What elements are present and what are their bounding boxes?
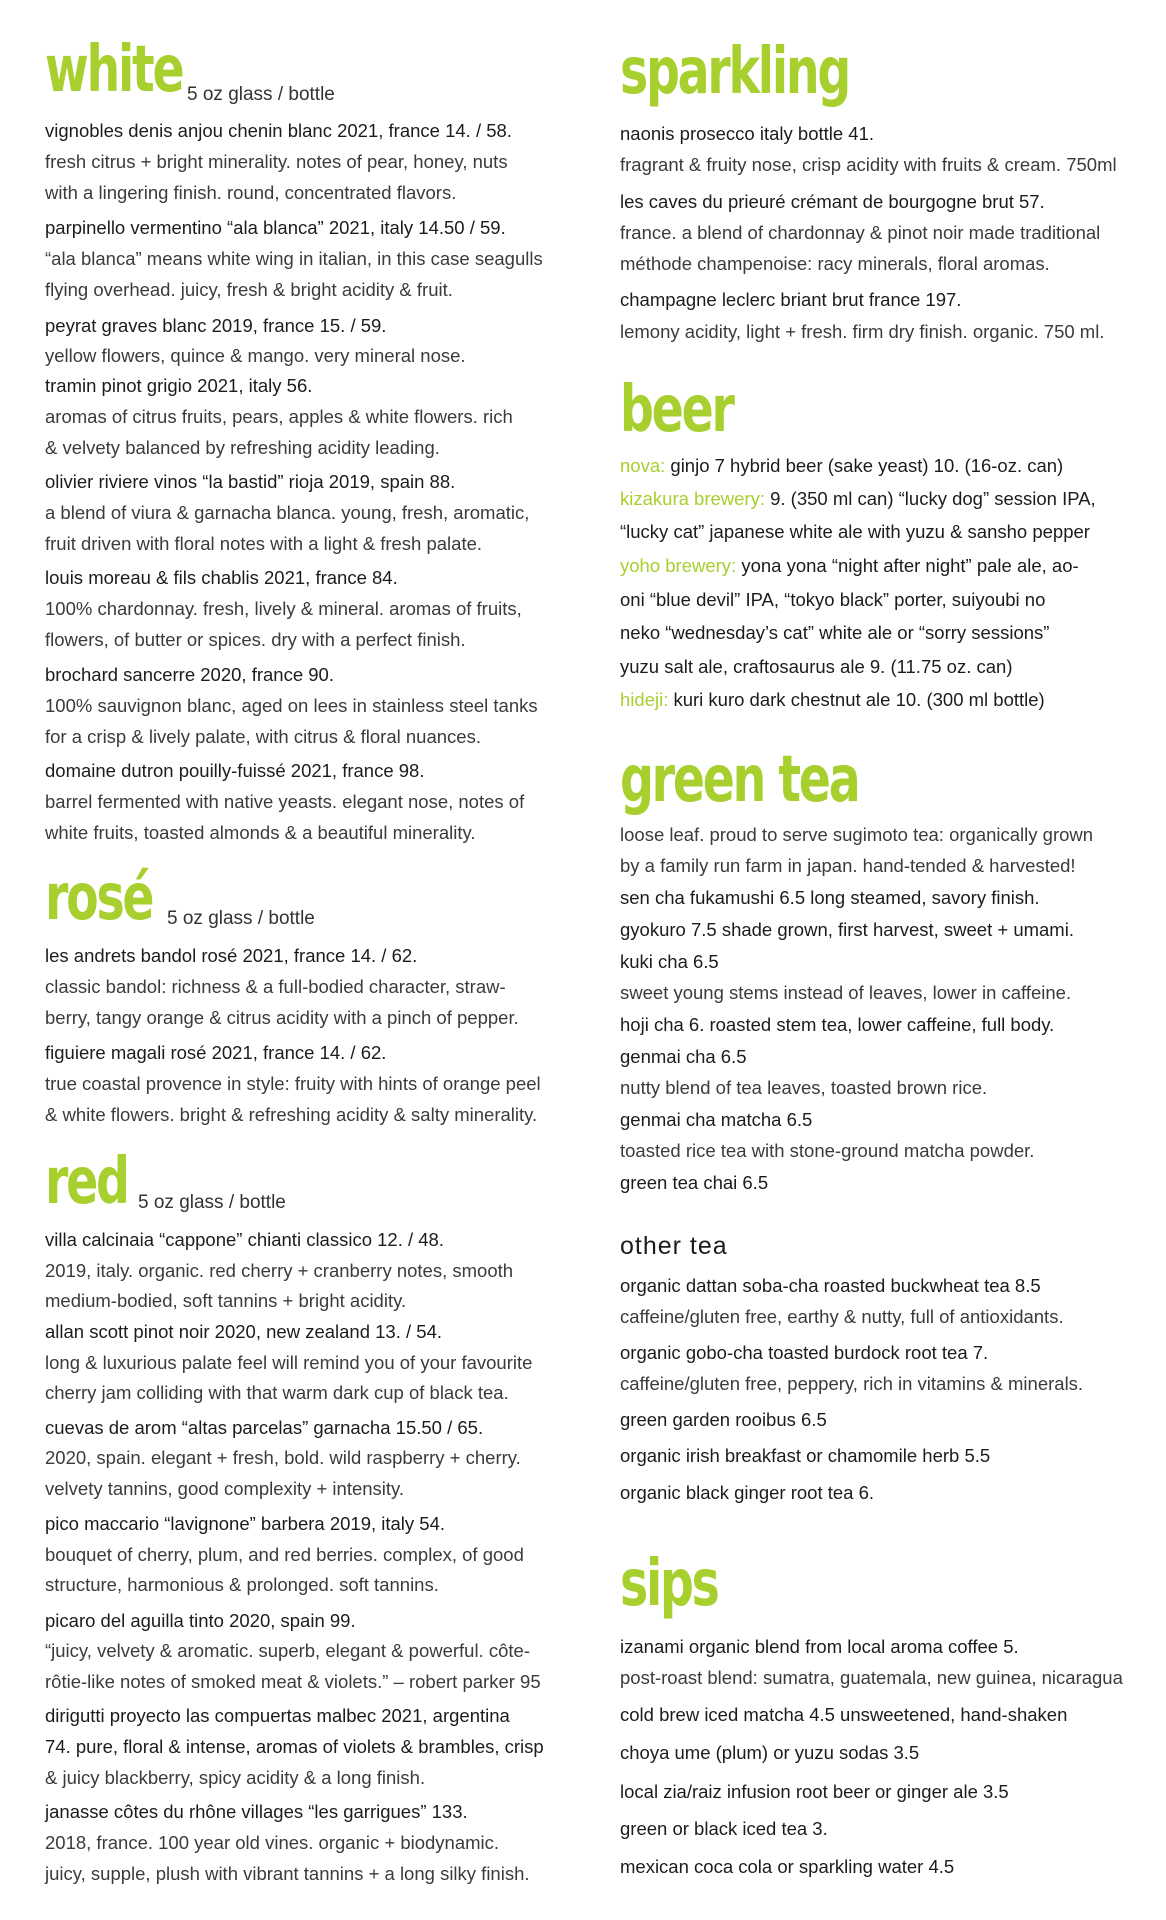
sip-line: local zia/raiz infusion root beer or ginger ale 3.5 — [620, 1781, 1009, 1802]
wine-line: olivier riviere vinos “la bastid” rioja 2019, spain 88. — [45, 471, 456, 492]
wine-description: rôtie-like notes of smoked meat & violets.” – robert parker 95 — [45, 1671, 541, 1692]
wine-line: les caves du prieuré crémant de bourgogne brut 57. — [620, 191, 1045, 212]
wine-description: bouquet of cherry, plum, and red berries. complex, of good — [45, 1544, 524, 1565]
section-title-other-tea: other tea — [620, 1232, 728, 1260]
wine-description: with a lingering finish. round, concentrated flavors. — [45, 182, 457, 203]
wine-description: fresh citrus + bright minerality. notes of pear, honey, nuts — [45, 151, 508, 172]
wine-line: cuevas de arom “altas parcelas” garnacha 15.50 / 65. — [45, 1417, 484, 1438]
tea-line: genmai cha 6.5 — [620, 1046, 747, 1067]
wine-description: structure, harmonious & prolonged. soft tannins. — [45, 1574, 439, 1595]
section-title-red: red — [45, 1145, 128, 1219]
wine-line: allan scott pinot noir 2020, new zealand 13. / 54. — [45, 1321, 442, 1342]
wine-description: classic bandol: richness & a full-bodied character, straw- — [45, 976, 506, 997]
wine-description: a blend of viura & garnacha blanca. young, fresh, aromatic, — [45, 502, 530, 523]
tea-line: kuki cha 6.5 — [620, 951, 719, 972]
wine-description: france. a blend of chardonnay & pinot noir made traditional — [620, 222, 1101, 243]
wine-description: 2018, france. 100 year old vines. organic + biodynamic. — [45, 1832, 500, 1853]
beer-line: “lucky cat” japanese white ale with yuzu & sansho pepper — [620, 521, 1090, 542]
beer-line: hideji: kuri kuro dark chestnut ale 10. (300 ml bottle) — [620, 689, 1045, 710]
wine-line: peyrat graves blanc 2019, france 15. / 59. — [45, 315, 387, 336]
wine-line: champagne leclerc briant brut france 197. — [620, 289, 962, 310]
section-title-sparkling: sparkling — [620, 35, 850, 109]
wine-description: & velvety balanced by refreshing acidity leading. — [45, 437, 440, 458]
tea-description: toasted rice tea with stone-ground matcha powder. — [620, 1140, 1035, 1161]
tea-line: gyokuro 7.5 shade grown, first harvest, sweet + umami. — [620, 919, 1074, 940]
sip-line: izanami organic blend from local aroma coffee 5. — [620, 1636, 1019, 1657]
wine-description: 100% chardonnay. fresh, lively & mineral. aromas of fruits, — [45, 598, 522, 619]
wine-description: 2020, spain. elegant + fresh, bold. wild raspberry + cherry. — [45, 1447, 521, 1468]
tea-line: organic gobo-cha toasted burdock root tea 7. — [620, 1342, 989, 1363]
wine-line: figuiere magali rosé 2021, france 14. / 62. — [45, 1042, 387, 1063]
wine-description: true coastal provence in style: fruity with hints of orange peel — [45, 1073, 541, 1094]
serving-size-rose: 5 oz glass / bottle — [167, 908, 315, 929]
tea-description: sweet young stems instead of leaves, lower in caffeine. — [620, 982, 1072, 1003]
wine-description: & white flowers. bright & refreshing acidity & salty minerality. — [45, 1104, 538, 1125]
wine-description: lemony acidity, light + fresh. firm dry finish. organic. 750 ml. — [620, 321, 1105, 342]
wine-description: “juicy, velvety & aromatic. superb, elegant & powerful. côte- — [45, 1640, 530, 1661]
wine-description: long & luxurious palate feel will remind you of your favourite — [45, 1352, 533, 1373]
tea-description: loose leaf. proud to serve sugimoto tea: organically grown — [620, 824, 1094, 845]
wine-description: aromas of citrus fruits, pears, apples & white flowers. rich — [45, 406, 513, 427]
section-title-sips: sips — [620, 1547, 718, 1621]
wine-line: les andrets bandol rosé 2021, france 14. / 62. — [45, 945, 418, 966]
tea-description: by a family run farm in japan. hand-tended & harvested! — [620, 855, 1076, 876]
wine-description: velvety tannins, good complexity + intensity. — [45, 1478, 405, 1499]
beer-line: kizakura brewery: 9. (350 ml can) “lucky dog” session IPA, — [620, 488, 1096, 509]
wine-line: brochard sancerre 2020, france 90. — [45, 664, 334, 685]
tea-line: genmai cha matcha 6.5 — [620, 1109, 813, 1130]
wine-description: 100% sauvignon blanc, aged on lees in stainless steel tanks — [45, 695, 538, 716]
sip-line: green or black iced tea 3. — [620, 1818, 828, 1839]
sip-line: cold brew iced matcha 4.5 unsweetened, hand-shaken — [620, 1704, 1068, 1725]
brewery-name: hideji: — [620, 689, 669, 710]
sip-description: post-roast blend: sumatra, guatemala, new guinea, nicaragua — [620, 1667, 1123, 1688]
wine-description: barrel fermented with native yeasts. elegant nose, notes of — [45, 791, 525, 812]
beer-line: yuzu salt ale, craftosaurus ale 9. (11.75 oz. can) — [620, 656, 1013, 677]
tea-line: sen cha fukamushi 6.5 long steamed, savory finish. — [620, 887, 1040, 908]
wine-description: “ala blanca” means white wing in italian, in this case seagulls — [45, 248, 543, 269]
beer-line: neko “wednesday’s cat” white ale or “sorry sessions” — [620, 622, 1050, 643]
wine-description: flying overhead. juicy, fresh & bright acidity & fruit. — [45, 279, 453, 300]
tea-description: nutty blend of tea leaves, toasted brown rice. — [620, 1077, 988, 1098]
wine-line: pico maccario “lavignone” barbera 2019, italy 54. — [45, 1513, 446, 1534]
brewery-name: yoho brewery: — [620, 555, 737, 576]
wine-description: for a crisp & lively palate, with citrus & floral nuances. — [45, 726, 481, 747]
tea-description: caffeine/gluten free, earthy & nutty, full of antioxidants. — [620, 1306, 1064, 1327]
tea-line: green garden rooibus 6.5 — [620, 1409, 827, 1430]
wine-description: fragrant & fruity nose, crisp acidity with fruits & cream. 750ml — [620, 154, 1117, 175]
wine-line: villa calcinaia “cappone” chianti classico 12. / 48. — [45, 1229, 444, 1250]
wine-line: parpinello vermentino “ala blanca” 2021, italy 14.50 / 59. — [45, 217, 506, 238]
tea-description: caffeine/gluten free, peppery, rich in vitamins & minerals. — [620, 1373, 1084, 1394]
serving-size-white: 5 oz glass / bottle — [187, 84, 335, 105]
sip-line: mexican coca cola or sparkling water 4.5 — [620, 1856, 955, 1877]
section-title-white: white — [45, 33, 183, 107]
section-title-beer: beer — [620, 373, 733, 447]
section-title-green-tea: green tea — [620, 743, 859, 817]
wine-description: yellow flowers, quince & mango. very mineral nose. — [45, 345, 466, 366]
tea-line: organic dattan soba-cha roasted buckwheat tea 8.5 — [620, 1275, 1041, 1296]
tea-line: hoji cha 6. roasted stem tea, lower caffeine, full body. — [620, 1014, 1055, 1035]
sip-line: choya ume (plum) or yuzu sodas 3.5 — [620, 1742, 920, 1763]
beer-line: nova: ginjo 7 hybrid beer (sake yeast) 10. (16-oz. can) — [620, 455, 1064, 476]
tea-line: organic black ginger root tea 6. — [620, 1482, 875, 1503]
wine-description: méthode champenoise: racy minerals, floral aromas. — [620, 253, 1050, 274]
wine-line: 74. pure, floral & intense, aromas of violets & brambles, crisp — [45, 1736, 544, 1757]
wine-line: domaine dutron pouilly-fuissé 2021, france 98. — [45, 760, 425, 781]
tea-line: green tea chai 6.5 — [620, 1172, 769, 1193]
wine-line: louis moreau & fils chablis 2021, france 84. — [45, 567, 398, 588]
wine-line: dirigutti proyecto las compuertas malbec 2021, argentina — [45, 1705, 510, 1726]
wine-line: naonis prosecco italy bottle 41. — [620, 123, 875, 144]
wine-description: 2019, italy. organic. red cherry + cranberry notes, smooth — [45, 1260, 514, 1281]
wine-line: tramin pinot grigio 2021, italy 56. — [45, 375, 313, 396]
serving-size-red: 5 oz glass / bottle — [138, 1192, 286, 1213]
wine-line: picaro del aguilla tinto 2020, spain 99. — [45, 1610, 356, 1631]
wine-line: janasse côtes du rhône villages “les garrigues” 133. — [45, 1801, 468, 1822]
wine-description: berry, tangy orange & citrus acidity with a pinch of pepper. — [45, 1007, 519, 1028]
wine-description: cherry jam colliding with that warm dark cup of black tea. — [45, 1382, 509, 1403]
wine-description: white fruits, toasted almonds & a beautiful minerality. — [45, 822, 476, 843]
brewery-name: nova: — [620, 455, 666, 476]
brewery-name: kizakura brewery: — [620, 488, 765, 509]
wine-description: flowers, of butter or spices. dry with a perfect finish. — [45, 629, 466, 650]
beer-line: yoho brewery: yona yona “night after night” pale ale, ao- — [620, 555, 1079, 576]
tea-line: organic irish breakfast or chamomile herb 5.5 — [620, 1445, 991, 1466]
wine-description: juicy, supple, plush with vibrant tannins + a long silky finish. — [45, 1863, 530, 1884]
wine-line: vignobles denis anjou chenin blanc 2021, france 14. / 58. — [45, 120, 512, 141]
beer-line: oni “blue devil” IPA, “tokyo black” porter, suiyoubi no — [620, 589, 1046, 610]
wine-description: medium-bodied, soft tannins + bright acidity. — [45, 1290, 407, 1311]
wine-description: & juicy blackberry, spicy acidity & a long finish. — [45, 1767, 426, 1788]
wine-description: fruit driven with floral notes with a light & fresh palate. — [45, 533, 483, 554]
section-title-rose: rosé — [45, 861, 153, 935]
